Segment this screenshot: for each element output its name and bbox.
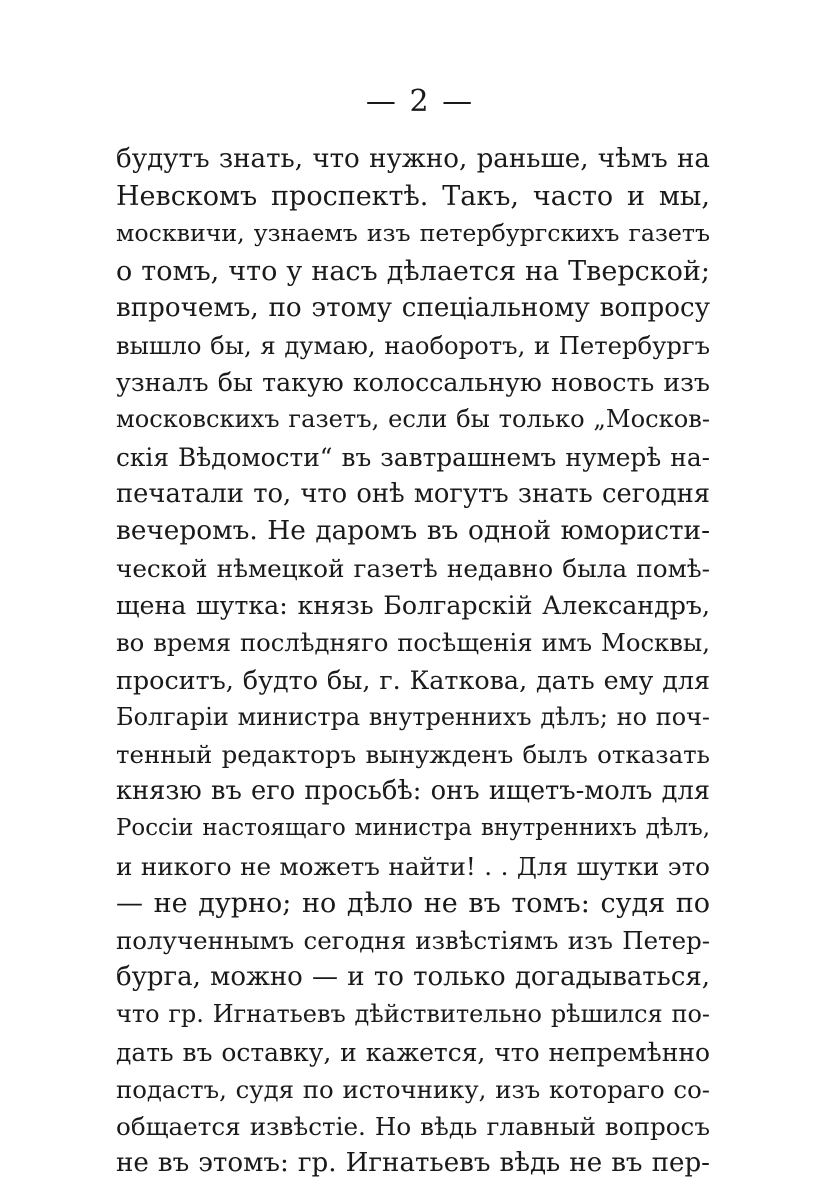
text-line: впрочемъ, по этому спеціальному вопросу bbox=[116, 292, 710, 323]
text-line: проситъ, будто бы, г. Каткова, дать ему для bbox=[116, 664, 710, 695]
text-line: во время послѣдняго посѣщенія имъ Москвы, bbox=[116, 628, 710, 658]
text-line: о томъ, что у насъ дѣлается на Тверской; bbox=[116, 255, 710, 287]
text-line: что гр. Игнатьевъ дѣйствительно рѣшился по- bbox=[116, 1000, 710, 1029]
text-line: не въ этомъ: гр. Игнатьевъ вѣдь не въ пер- bbox=[116, 1148, 710, 1179]
text-line: ческой нѣмецкой газетѣ недавно была помѣ- bbox=[116, 554, 710, 584]
text-line: полученнымъ сегодня извѣстіямъ изъ Петер- bbox=[116, 925, 710, 955]
text-line: общается извѣстіе. Но вѣдь главный вопросъ bbox=[116, 1111, 710, 1141]
text-line: Россіи настоящаго министра внутреннихъ дѣлъ, bbox=[116, 815, 710, 842]
text-line: — не дурно; но дѣло не въ томъ: судя по bbox=[116, 887, 710, 919]
text-line: москвичи, узнаемъ изъ петербургскихъ газетъ bbox=[116, 219, 710, 248]
text-line: скія Вѣдомости“ въ завтрашнемъ нумерѣ на- bbox=[116, 442, 710, 472]
text-line: князю въ его просьбѣ: онъ ищетъ-молъ для bbox=[116, 776, 710, 807]
text-line: дать въ оставку, и кажется, что непремѣнно bbox=[116, 1037, 710, 1067]
text-line: будутъ знать, что нужно, раньше, чѣмъ на bbox=[116, 144, 710, 174]
text-line: московскихъ газетъ, если бы только „Москов- bbox=[116, 405, 710, 434]
text-line: Болгаріи министра внутреннихъ дѣлъ; но поч- bbox=[116, 702, 710, 731]
text-line: и никого не можетъ найти! . . Для шутки это bbox=[116, 851, 710, 881]
text-line: Невскомъ проспектѣ. Такъ, часто и мы, bbox=[116, 181, 710, 213]
text-line: вечеромъ. Не даромъ въ одной юмористи- bbox=[116, 515, 710, 546]
text-line: щена шутка: князь Болгарскій Александръ, bbox=[116, 591, 710, 621]
text-line: тенный редакторъ вынужденъ былъ отказать bbox=[116, 740, 710, 769]
page-number: — 2 — bbox=[365, 84, 475, 119]
text-line: печатали то, что онѣ могутъ знать сегодня bbox=[116, 478, 710, 509]
body-text bbox=[116, 141, 710, 1182]
text-line: узналъ бы такую колоссальную новость изъ bbox=[116, 368, 710, 398]
text-line: бурга, можно — и то только догадываться, bbox=[116, 962, 710, 993]
text-line: вышло бы, я думаю, наоборотъ, и Петербургъ bbox=[116, 330, 710, 360]
text-line: подастъ, судя по источнику, изъ котораго со- bbox=[116, 1074, 710, 1104]
